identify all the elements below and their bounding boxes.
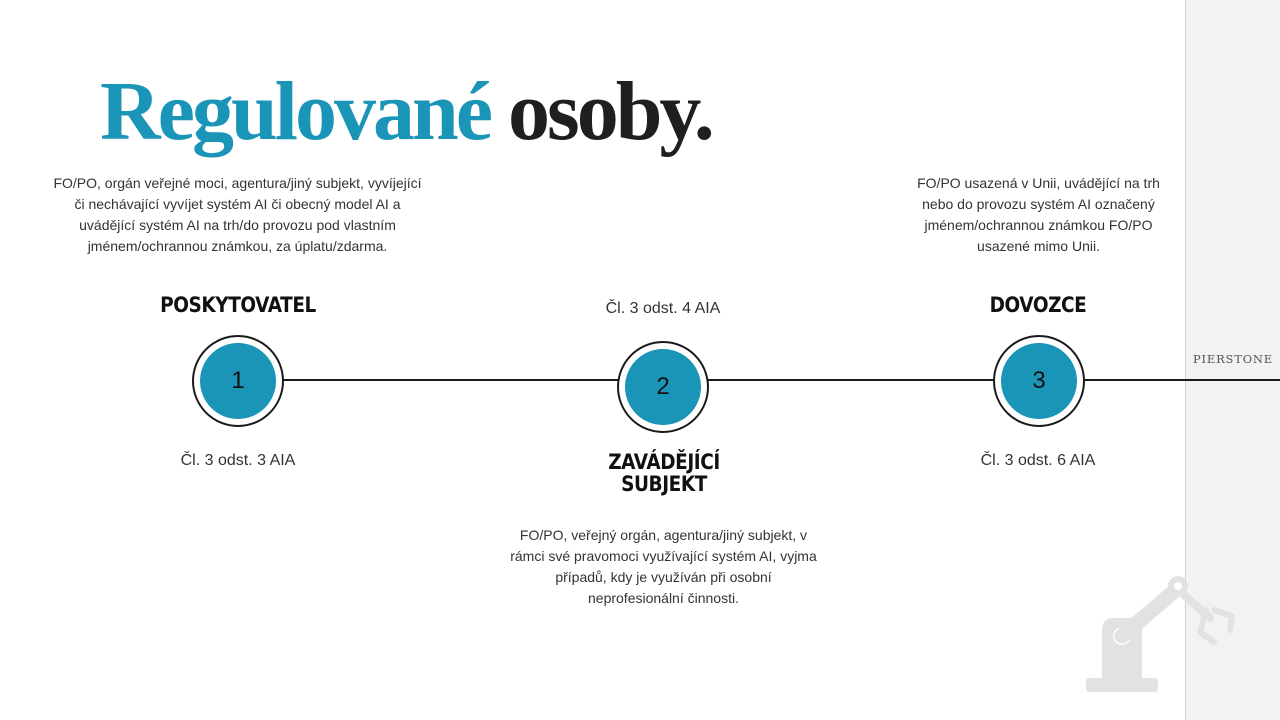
title-accent: Regulované — [100, 65, 490, 158]
role-node — [192, 335, 284, 427]
role-description: FO/PO, orgán veřejné moci, agentura/jiný subjekt, vyvíjející či nechávající vyvíjet systém AI či obecný model AI a uvádějící systém AI na trh/do provozu pod vlastním jménem/ochrannou známkou, za úplatu/zdarma. — [53, 175, 422, 254]
timeline-line — [1082, 379, 1280, 381]
role-reference: Čl. 3 odst. 3 AIA — [180, 452, 296, 469]
role-number: 1 — [200, 343, 276, 419]
title-rest: osoby. — [508, 65, 712, 158]
role-heading: DOVOZCE — [989, 293, 1087, 317]
role-heading: POSKYTOVATEL — [160, 293, 316, 317]
page-title — [100, 65, 712, 158]
role-heading: ZAVÁDĚJÍCÍ SUBJEKT — [608, 450, 720, 496]
timeline-line — [707, 379, 994, 381]
role-description: FO/PO, veřejný orgán, agentura/jiný subjekt, v rámci své pravomoci využívající systém AI, vyjma případů, kdy je využíván při osobní neprofesionální činnosti. — [510, 527, 817, 606]
timeline-line — [283, 379, 619, 381]
role-number: 3 — [1001, 343, 1077, 419]
role-description: FO/PO usazená v Unii, uvádějící na trh nebo do provozu systém AI označený jménem/ochrannou známkou FO/PO usazené mimo Unii. — [917, 175, 1160, 254]
role-reference: Čl. 3 odst. 6 AIA — [980, 452, 1096, 469]
role-reference: Čl. 3 odst. 4 AIA — [605, 300, 721, 317]
role-node — [617, 341, 709, 433]
brand-logo: PIERSTONE — [1193, 352, 1273, 366]
robot-arm-icon — [1080, 570, 1240, 692]
role-node — [993, 335, 1085, 427]
role-number: 2 — [625, 349, 701, 425]
